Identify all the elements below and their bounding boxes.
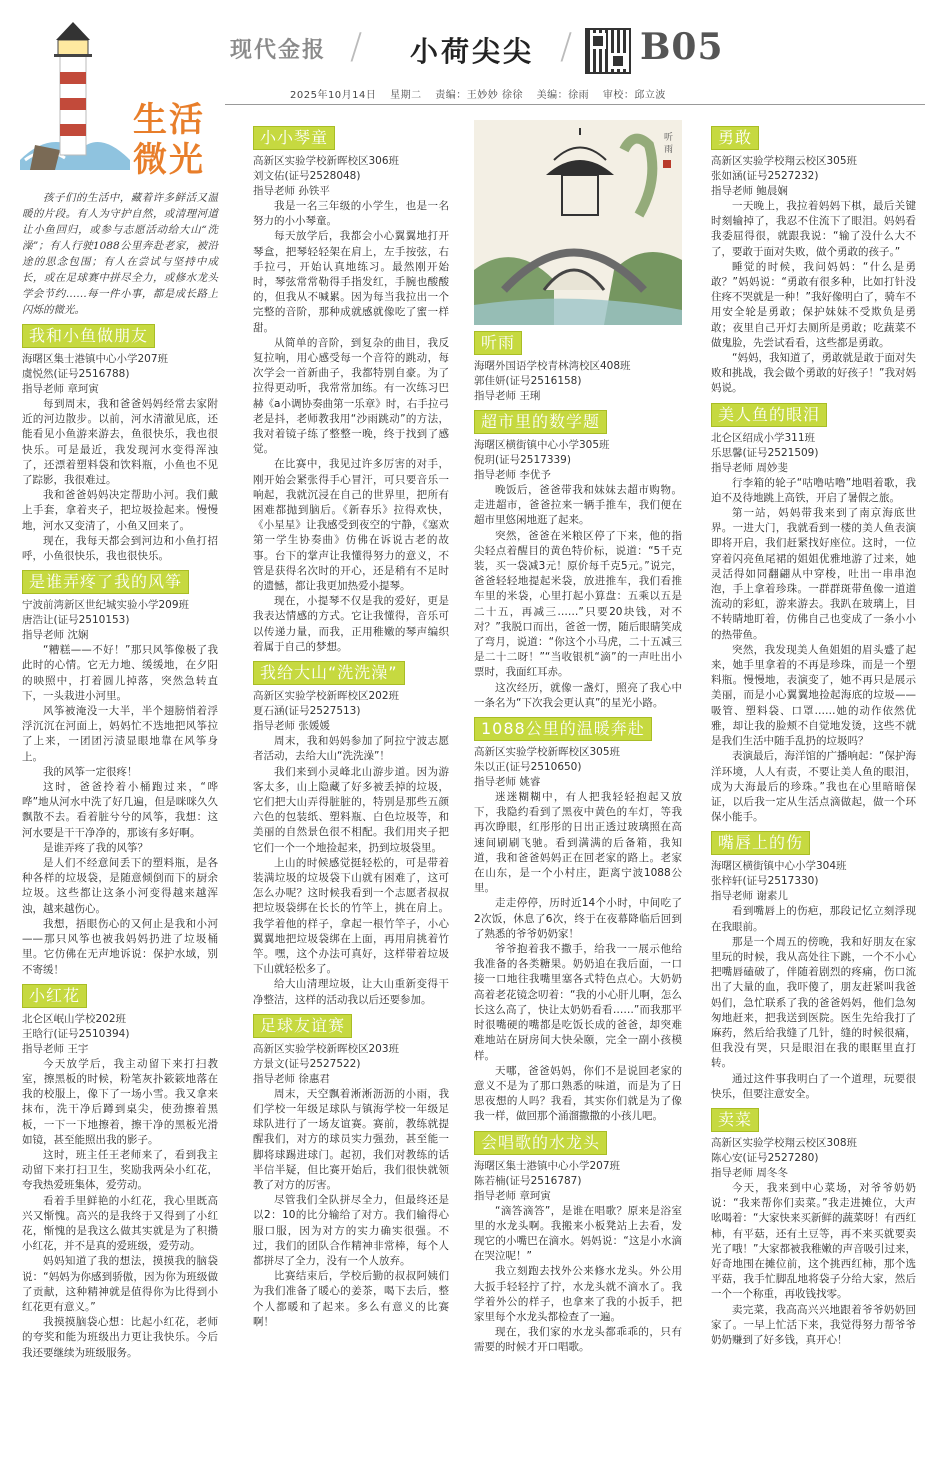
- lighthouse-illustration: [20, 10, 130, 170]
- article-para: 这时，班主任王老师来了，看到我主动留下来打扫卫生，奖励我两朵小红花，夸我热爱班集体，爱劳动。: [22, 1148, 218, 1192]
- article-title: 足球友谊赛: [253, 1014, 352, 1038]
- article: [711, 825, 916, 1102]
- article-title: 卖菜: [711, 1108, 759, 1132]
- article-title: 会唱歌的水龙头: [474, 1131, 607, 1155]
- article-school: 北仑区岷山学校202班: [22, 1012, 127, 1025]
- article-para: 每到周末，我和爸爸妈妈经常去家附近的河边散步。以前，河水清澈见底，还能看见小鱼游来游去，鱼很快乐，我也很快乐。可是最近，我发现河水变得浑浊了，还漂着塑料袋和饮料瓶，小鱼也不见了踪影，我很难过。: [22, 398, 218, 487]
- article-title: 小小琴童: [253, 126, 335, 150]
- article-teacher: 指导老师 周妙斐: [711, 461, 788, 474]
- article-para: 周末，天空飘着淅淅沥沥的小雨，我们学校一年级足球队与镇海学校一年级足球队进行了一场友谊赛。赛前，教练就提醒我们，对方的球员实力强劲，甚至能一脚将球踢进球门。起初，我们对教练的话半信半疑，但比赛开始后，我们很快就领教了对方的厉害。: [253, 1087, 449, 1191]
- article-teacher: 指导老师 李优予: [474, 469, 551, 481]
- divider-slash: /: [350, 26, 363, 67]
- article-school: 海曙区集士港镇中心小学207班: [474, 1159, 621, 1172]
- article-para: 我是一名三年级的小学生，也是一名努力的小小琴童。: [253, 200, 449, 228]
- article: [474, 1125, 682, 1356]
- article-author: 虞悦然(证号2516788): [22, 368, 130, 380]
- qr-code-icon: [585, 28, 631, 74]
- article-title: 美人鱼的眼泪: [711, 403, 827, 427]
- article-para: 我摸摸脑袋心想：比起小红花，老师的夸奖和能为班级出力更让我快乐。今后我还要继续为班级服务。: [22, 1316, 218, 1359]
- article-para: 迷迷糊糊中，有人把我轻轻抱起又放下，我隐约看到了黑夜中黄色的车灯，等我再次睁眼，红彤彤的日出正透过玻璃照在高速间刷刷飞驰。看到满满的后备箱，我知道，我和爸爸妈妈正在回老家的路上。老家在山东，是一个小村庄，距离宁波1088公里。: [474, 791, 682, 895]
- article-teacher: 指导老师 王宇: [22, 1042, 89, 1055]
- article-school: 高新区实验学校新晖校区203班: [253, 1042, 400, 1055]
- article-author: 朱以正(证号2510650): [474, 761, 582, 774]
- article-para: 这时，爸爸拎着小桶跑过来，“哗哗”地从河水中洗了好几遍，但是咪咪久久飘散不去。看着脏兮兮的风筝，我想：这河水要是干干净净的，那该有多好啊。: [22, 781, 218, 839]
- article-para: 爷爷抱着我不撒手，给我一一展示他给我准备的各类糖果。奶奶追在我后面，一口接一口地往我嘴里塞各式特色点心。大奶奶高着老花镜念叨着：“我的小心肝儿啊，怎么长这么高了，快让太奶奶看看……”而我那平时很嘴硬的嘴都是吃饭长成的爸爸，却突难难地站在厨房间大快朵颐，完全一副小孩模样。: [474, 943, 682, 1062]
- article-teacher: 指导老师 沈娴: [22, 629, 89, 642]
- article-author: 唐浩让(证号2510153): [22, 614, 130, 627]
- issue-meta: [290, 86, 676, 101]
- article: [22, 564, 218, 977]
- article: [22, 318, 218, 564]
- newspaper-name: 现代金报: [230, 37, 327, 63]
- painting: [474, 120, 682, 325]
- article-author: 陈若楠(证号2516787): [474, 1174, 582, 1187]
- article-para: 周末，我和妈妈参加了阿拉宁波志愿者活动，去给大山“洗洗澡”！: [253, 735, 449, 763]
- article-para: 风筝被淹没一大半，半个翅膀悄着浮浮沉沉在河面上，妈妈忙不迭地把风筝拉了上来，一团团污渍显眼地靠在风筝身上。: [22, 705, 218, 763]
- divider-slash: /: [560, 26, 573, 67]
- article-title: 听雨: [474, 331, 522, 355]
- article-teacher: 指导老师 张媛媛: [253, 720, 330, 733]
- designer-credit: 美编：徐雨: [536, 90, 590, 101]
- article-title: 是谁弄疼了我的风筝: [22, 570, 189, 594]
- article-para: 今天放学后，我主动留下来打扫教室，擦黑板的时候，粉笔灰扑簌簌地落在我的校服上，像下了一场小雪。我又拿来抹布，洗干净后蹲到桌尖，使劲擦着黑板，一下一下地擦着，擦干净的黑板光滑如镜，甚至能照出我的影子。: [22, 1057, 218, 1146]
- article-para: 突然，我发现美人鱼姐姐的眉头蹙了起来，她手里拿着的不再是珍珠，而是一个塑料瓶。慢慢地，表演变了，她不再只是展示美丽，而是小心翼翼地捡起海底的垃圾——吸管、塑料袋、口罩……她的动作依然优雅，却让我的脸颊不自觉地发烫，这些不就是我们生活中随手乱扔的垃圾吗？: [711, 643, 916, 748]
- article-para: 上山的时候感觉挺轻松的，可是带着装满垃圾的垃圾袋下山就有困难了，这可怎么办呢？这时候我看到一个志愿者叔叔把垃圾袋绑在长长的竹竿上，挑在肩上。我学着他的样子，拿起一根竹竿子，小心翼翼地把垃圾袋绑在上面，再用肩挑着竹竿。嘿，这个办法可真好，这样带着垃圾下山就轻松多了。: [253, 856, 449, 976]
- article-para: 今天，我来到中心菜场，对爷爷奶奶说：“我来帮你们卖菜。”我走进摊位，大声吆喝着：“大家快来买新鲜的蔬菜呀！有西红柿，有平菇，还有土豆等，再不来买就要卖光了哦！”大家都被我稚嫩的声音吸引过来，好奇地围在摊位前，这个挑西红柿，那个选平菇，我手忙脚乱地将袋子分给大家，然后一个一个称重，再收钱找零。: [711, 1181, 916, 1301]
- article-school: 高新区实验学校新晖校区202班: [253, 690, 400, 703]
- article-title: 小红花: [22, 984, 87, 1008]
- article-para: 第一站，妈妈带我来到了南京海底世界。一进大门，我就看到一楼的美人鱼表演即将开启，我们赶紧找好座位。这时，一位穿着闪亮鱼尾裙的姐姐优雅地游了过来，她灵活得如同翻翩从中穿梭，吐出一串串泡泡，手上拿着珍珠。一群群斑带鱼像一道道流动的彩虹，游来游去。我趴在玻璃上，目不转睛地盯着，仿佛自己也变成了一条小小的热带鱼。: [711, 507, 916, 641]
- article-teacher: 指导老师 姚睿: [474, 776, 541, 789]
- article-para: 现在，小提琴不仅是我的爱好，更是我表达情感的方式。它让我懂得，音乐可以传递力量，而我，正用稚嫩的琴声编织着属于自己的梦想。: [253, 595, 449, 653]
- article: [474, 404, 682, 711]
- article-teacher: 指导老师 鲍晨娴: [711, 185, 788, 197]
- article: [253, 1008, 449, 1330]
- article-author: 刘文佑(证号2528048): [253, 170, 361, 182]
- article-para: 是人们不经意间丢下的塑料瓶，是各种各样的垃圾袋，是随意倾倒而下的厨余垃圾。这些都让这条小河变得越来越浑浊，越来越伤心。: [22, 857, 218, 915]
- article-para: 我想，捂眼伤心的又何止是我和小河——那只风筝也被我妈妈扔进了垃圾桶里。它仿佛在无声地诉说：保护水域，别不寄缓！: [22, 917, 218, 976]
- article: [253, 655, 449, 1008]
- article-title: 我和小鱼做朋友: [22, 324, 155, 348]
- article-para: “糟糕——不好！”那只风筝像极了我此时的心情。它无力地、缓缓地，在夕阳的映照中，打着圆儿掉落，突然急转直下，一头栽进小河里。: [22, 644, 218, 702]
- article-para: 看着手里鲜艳的小红花，我心里既高兴又惭愧。高兴的是我终于又得到了小红花，惭愧的是我这么做其实就是为了积攒小红花，并不是真的爱班级，爱劳动。: [22, 1194, 218, 1253]
- article-para: 看到嘴唇上的伤疤，那段记忆立刻浮现在我眼前。: [711, 905, 916, 933]
- article-teacher: 指导老师 章珂寅: [22, 383, 99, 395]
- article-para: 给大山清理垃圾，让大山重新变得干净整洁，这样的活动我以后还要参加。: [253, 978, 449, 1006]
- article-para: 通过这件事我明白了一个道理，玩要很快乐，但要注意安全。: [711, 1072, 916, 1100]
- column-2: [253, 120, 449, 1330]
- article-teacher: 指导老师 孙铁平: [253, 185, 330, 197]
- column-4: [711, 120, 916, 1348]
- article-para: 尽管我们全队拼尽全力，但最终还是以2：10的比分输给了对方。我们输得心服口服，因为对方的实力确实很强。不过，我们的团队合作精神非常棒，每个人都拼尽了全力，没有一个人放弃。: [253, 1194, 449, 1267]
- article-school: 北仑区绍成小学311班: [711, 431, 816, 444]
- article-para: 我的风筝一定很疼！: [43, 765, 138, 778]
- intro-text: 孩子们的生活中，藏着许多鲜活又温暖的片段。有人为守护自然，或清理河道让小鱼回归，或参与志愿活动给大山“洗澡”；有人行驶1088公里奔赴老家，被沿途的思念包围；有人在尝试与坚持中成长，或在足球赛中拼尽全力，或修水龙头学会节约……每一件小事，都是成长路上闪烁的微光。: [22, 192, 218, 316]
- article-school: 高新区实验学校新晖校区306班: [253, 155, 400, 167]
- article-para: “妈妈，我知道了，勇敢就是敢于面对失败和挑战，我会做个勇敢的好孩子！”我对妈妈说。: [711, 352, 916, 395]
- article-school: 海曙区横街镇中心小学304班: [711, 860, 847, 873]
- article-author: 陈心安(证号2527280): [711, 1151, 819, 1164]
- article-author: 郭佳妍(证号2516158): [474, 375, 582, 387]
- proof-credit: 审校：邱立波: [602, 90, 666, 101]
- article-para: 行李箱的轮子“咕噜咕噜”地唱着歌，我迫不及待地跳上高铁，开启了暑假之旅。: [711, 476, 916, 504]
- article: [253, 120, 449, 655]
- article-para: 现在，我每天都会到河边和小鱼打招呼，小鱼很快乐，我也很快乐。: [22, 534, 218, 563]
- article-para: “滴答滴答”，是谁在唱歌？原来是浴室里的水龙头啊。我搬来小板凳站上去看，发现它的小嘴巴在滴水。妈妈说：“这是小水滴在哭泣呢！”: [474, 1204, 682, 1263]
- article-school: 高新区实验学校翔云校区308班: [711, 1136, 858, 1149]
- article-para: 那是一个周五的傍晚，我和好朋友在家里玩的时候，我从高处往下跳，一个不小心把嘴唇磕破了，伴随着剧烈的疼痛，伤口流出了大量的血，我吓傻了，朋友赶紧叫我爸妈们，急忙联系了我的爸爸妈妈，他们急匆匆地赶来，把我送到医院。医生先给我打了麻药，然后给我缝了几针，缝的时候很痛，但我没有哭，只是眼泪在我的眼眶里直打转。: [711, 935, 916, 1070]
- article-para: 我和爸爸妈妈决定帮助小河。我们戴上手套，拿着夹子，把垃圾捡起来。慢慢地，河水又变清了，小鱼又回来了。: [22, 489, 218, 532]
- article-para: 比赛结束后，学校后勤的叔叔阿姨们为我们准备了暖心的姜茶，喝下去后，整个人都暖和了起来。多么有意义的比赛啊！: [253, 1270, 449, 1328]
- article-para: 我们来到小灵峰北山游步道。因为游客太多，山上隐藏了好多被丢掉的垃圾，它们把大山弄得脏脏的，特别是那些五颜六色的包装纸、塑料瓶、白色垃圾等，和美丽的自然景色很不相配。我们用夹子把它们一个一个地捡起来，扔到垃圾袋里。: [253, 765, 449, 854]
- article-title: 超市里的数学题: [474, 410, 607, 434]
- article-school: 海曙区集士港镇中心小学207班: [22, 353, 169, 365]
- article-para: 天哪，爸爸妈妈，你们不是说回老家的意义不是为了那口熟悉的味道，而是为了日思夜想的人吗？我看，其实你们就是为了像我一样，做回那个涌溜撒撒的小孩儿吧。: [474, 1064, 682, 1123]
- article-author: 夏石涵(证号2527513): [253, 705, 361, 718]
- article-author: 王晗行(证号2510394): [22, 1027, 130, 1040]
- article-school: 高新区实验学校翔云校区305班: [711, 155, 858, 167]
- column-title: 生活微光: [133, 100, 205, 180]
- article-para: 一天晚上，我拉着妈妈下棋，最后关键时刻输掉了，我忍不住流下了眼泪。妈妈看我委屈得很，就跟我说：“输了没什么大不了，要敢于面对失败，做个勇敢的孩子。”: [711, 200, 916, 258]
- page-number: B05: [640, 26, 724, 68]
- article-author: 张梓轩(证号2517330): [711, 875, 819, 888]
- article-title: 1088公里的温暖奔赴: [474, 717, 652, 741]
- article-title: 嘴唇上的伤: [711, 831, 810, 855]
- article-title: 我给大山“洗洗澡”: [253, 661, 405, 685]
- article-para: 现在，我们家的水龙头都乖乖的，只有需要的时候才开口唱歌。: [474, 1326, 682, 1354]
- article-para: 我立刻跑去找外公来修水龙头。外公用大扳手轻轻拧了拧，水龙头就不滴水了。我学着外公的样子，也拿来了我的小扳手，把家里每个水龙头都检查了一遍。: [474, 1265, 682, 1323]
- article-author: 倪玥(证号2517339): [474, 454, 571, 466]
- article-para: 妈妈知道了我的想法，摸摸我的脑袋说：“妈妈为你感到骄傲，因为你为班级做了贡献，这种精神就是值得你为比得到小红花更有意义。”: [22, 1255, 218, 1313]
- article-school: 海曙区横街镇中心小学305班: [474, 439, 610, 451]
- issue-weekday: 星期二: [390, 90, 422, 101]
- article-author: 方景文(证号2527522): [253, 1057, 361, 1070]
- issue-date: 2025年10月14日: [290, 90, 377, 101]
- article: [474, 325, 682, 404]
- article-title: 勇敢: [711, 126, 759, 150]
- article-teacher: 指导老师 章珂寅: [474, 1189, 551, 1202]
- article-teacher: 指导老师 谢素儿: [711, 890, 788, 903]
- article: [711, 1102, 916, 1348]
- article-teacher: 指导老师 王琍: [474, 390, 541, 402]
- header-rule: [225, 104, 925, 105]
- article-para: 在比赛中，我见过许多厉害的对手，刚开始会紧张得手心冒汗，可只要音乐一响起，我就沉浸在自己的世界里，把所有困难都抛到脑后。《新春乐》拉得欢快，《小星星》让我感受到夜空的宁静，《塞欢第一学生协奏曲》仿佛在诉说古老的故事。台下的掌声让我懂得努力的意义，不管是获得名次时的开心，还是稍有不足时的遗憾，都让我更加热爱小提琴。: [253, 458, 449, 593]
- article-para: 睡觉的时候，我问妈妈：“什么是勇敢？”妈妈说：“勇敢有很多种，比如打针没住疼不哭就是一种！”我好像明白了，骑车不用安全轮是勇敢；保护妹妹不受欺负是勇敢；夜里自己开灯去厕所是勇敢；吃蔬菜不做鬼脸，先尝试看看，这些都是勇敢。: [711, 260, 916, 349]
- article-school: 海曙外国语学校青林湾校区408班: [474, 360, 631, 372]
- article-teacher: 指导老师 徐惠君: [253, 1072, 330, 1085]
- article-school: 高新区实验学校新晖校区305班: [474, 746, 621, 759]
- article: [22, 978, 218, 1361]
- article-para: 每天放学后，我都会小心翼翼地打开琴盒，把琴轻轻架在肩上，左手按弦，右手拉弓，开始认真地练习。最然刚开始时，琴弦常常勒得手指发红，手腕也酸酸的，但我从不喊累。因为每当我拉出一个完整的音阶，那种成就感就像吃了蜜一样甜。: [253, 230, 449, 334]
- article-para: 是谁弄疼了我的风筝？: [43, 841, 148, 854]
- article-para: 表演最后，海洋馆的广播响起：“保护海洋环境，人人有责，不要让美人鱼的眼泪，成为大海最后的珍珠。”我也在心里暗暗保证，以后我一定从生活点滴做起，做一个环保小能手。: [711, 750, 916, 824]
- article-para: 这次经历，就像一盏灯，照亮了我心中一条名为“下次我会更认真”的星光小路。: [474, 681, 682, 709]
- article-school: 宁波前湾新区世纪城实验小学209班: [22, 599, 190, 612]
- section-title: 小荷尖尖: [410, 35, 535, 68]
- article-para: 突然，爸爸在米粮区停了下来，他的指尖轻点着醒目的黄色特价标，说道：“5千克装，买一袋减3元！原价每千克5元。”说完，爸爸轻轻地提起米袋，放进推车，我们看推车里的米袋，心里打起小算盘：五乘以五是二十五，再减三……”只要20块钱，对不对？”我脱口而出，爸爸一愣，随后眼睛笑成了弯月，说道：“你这个小马虎，二十五减三是二十二呀！”“当收银机“滴”的一声吐出小票时，我面红耳赤。: [474, 529, 682, 679]
- column-3: [474, 120, 682, 1356]
- article-author: 张如涵(证号2527232): [711, 170, 819, 182]
- svg-text:听: 听: [664, 133, 674, 143]
- article: [711, 120, 916, 397]
- article-para: 晚饭后，爸爸带我和妹妹去超市购物。走进超市，爸爸拉来一辆手推车，我们便在超市里悠闲地逛了起来。: [474, 484, 682, 527]
- column-1: [22, 190, 218, 1361]
- article-para: 从简单的音阶，到复杂的曲目，我反复拉响，用心感受每一个音符的跳动，每次学会一首新曲子，我都特别自豪。为了拉得更动听，我常常加练。有一次练习巴赫《a小调协奏曲第一乐章》时，右手拉弓老是抖，老师教我用“沙雨跳动”的方法，我对着镜子练了整整一晚，终于找到了感觉。: [253, 336, 449, 456]
- editor-credit: 责编：王妙妙 徐徐: [435, 90, 523, 101]
- article: [711, 397, 916, 826]
- article-para: 卖完菜，我高高兴兴地跟着爷爷奶奶回家了。一早上忙活下来，我觉得努力帮爷爷奶奶赚到了好多钱，真开心！: [711, 1303, 916, 1346]
- svg-text:雨: 雨: [664, 145, 674, 155]
- article-teacher: 指导老师 周冬冬: [711, 1166, 788, 1179]
- article-para: 走走停停，历时近14个小时，中间吃了2次饭，休息了6次，终于在夜幕降临后回到了熟悉的爷爷奶奶家！: [474, 897, 682, 940]
- article: [474, 711, 682, 1124]
- article-author: 乐思馨(证号2521509): [711, 446, 819, 459]
